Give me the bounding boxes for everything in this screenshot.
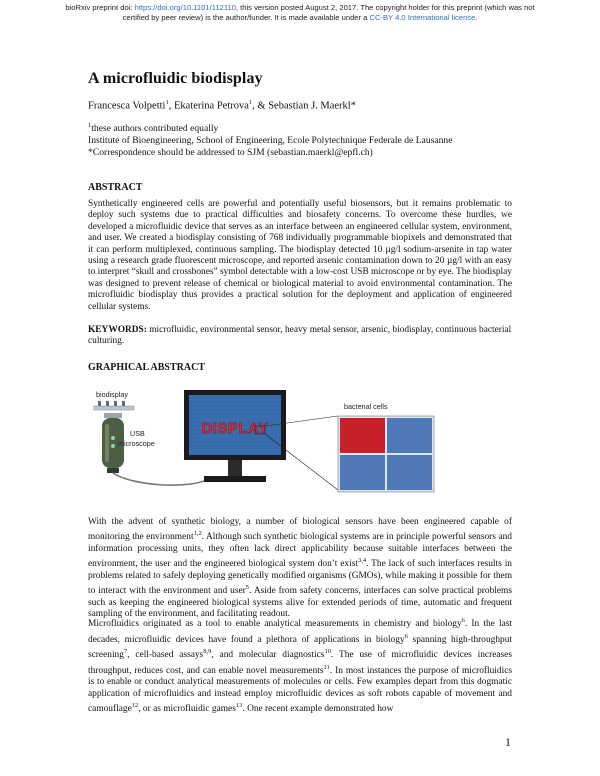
page-number: 1 [505, 735, 511, 749]
doi-link[interactable]: https://doi.org/10.1101/112110 [134, 3, 236, 12]
correspondence: *Correspondence should be addressed to SJM (sebastian.maerkl@epfl.ch) [88, 147, 373, 159]
institute: Institute of Bioengineering, School of Engineering, Ecole Polytechnique Federale de Lausanne [88, 135, 453, 147]
p1-cite-1: 1,2 [193, 530, 202, 538]
p1-text-4: . Aside from safety concerns, interfaces can solve practical problems such as keeping the engineered biological systems alive for extended periods of time, automatic and frequent sampling of the environment, and facilitating readout. [88, 586, 513, 620]
p2-cite-1: 6 [461, 617, 465, 624]
author-3: , & Sebastian J. Maerkl* [252, 100, 356, 112]
label-biodisplay: biodisplay [96, 390, 128, 399]
p2-cite-6: 11 [323, 663, 330, 671]
graphical-abstract-heading: GRAPHICAL ABSTRACT [88, 362, 205, 373]
author-1-mark: 1 [165, 99, 169, 106]
p2-text-5: , and molecular diagnostics [211, 650, 325, 661]
p1-text-1: With the advent of synthetic biology, a number of biological sensors have been engineered capable of monitoring the environment [88, 517, 512, 543]
equal-contribution-mark: 1 [88, 122, 92, 129]
abstract-text: Synthetically engineered cells are powerful and potentially useful biosensors, but it remains problematic to deploy such systems due to practical difficulties and biosafety concerns. To overcome these hurdles, we developed a microfluidic device that serves as an interface between an engineered cellular system, environment, and user. We created a biodisplay consisting of 768 individually programmable biopixels and demonstrated that it can perform multiplexed, continuous sampling. The biodisplay detected 10 µg/l sodium-arsenite in tap water using a research grade fluorescent microscope, and reported arsenic contamination down to 20 µg/l with an easy to interpret “skull and crossbones” symbol detectable with a low-cost USB microscope or by eye. The biodisplay was designed to prevent release of chemical or biological material to avoid environmental contamination. The microfluidic biodisplay thus provides a practical solution for the deployment and application of engineered cellular systems. [88, 199, 512, 312]
intro-paragraph-2 [88, 615, 512, 715]
biodisplay-chip [94, 401, 134, 410]
p2-cite-2: 6 [404, 632, 408, 640]
usb-cable [113, 473, 210, 485]
p1-cite-2: 3,4 [357, 557, 367, 565]
p2-cite-5: 10 [324, 648, 331, 656]
author-2: , Ekaterina Petrova [168, 100, 249, 112]
preprint-notice [0, 3, 600, 23]
p1-cite-3: 5 [245, 584, 250, 592]
p2-cite-4: 8,9 [203, 648, 212, 656]
graphical-abstract-svg [92, 386, 437, 502]
cell-blue-1 [387, 418, 432, 453]
p2-cite-8: 13 [235, 701, 243, 709]
p2-text-7: . In most instances the purpose of microfluidics is to enable or conduct analytical measurements of molecules or cells. Few examples depart from this dogmatic application of microfluidics and instead employ microfluidic devices as soft robots capable of movement and camouflage [88, 665, 513, 715]
p2-text-6: . The use of microfluidic devices increases throughput, reduces cost, and can enable novel measurements [88, 650, 512, 676]
p2-text-2: . In the last decades, microfluidic devices have found a plethora of applications in biology [88, 619, 512, 645]
display-text: DISPLAY [201, 420, 269, 437]
author-1: Francesca Volpetti [88, 100, 166, 112]
p2-text-8: , or as microfluidic games [138, 704, 236, 715]
p2-cite-3: 7 [123, 648, 128, 656]
label-usb: USB [130, 429, 145, 438]
graphical-abstract-figure [92, 386, 437, 502]
keywords [88, 325, 512, 348]
preprint-line1-suffix: , this version posted August 2, 2017. The copyright holder for this preprint (which was not [235, 3, 535, 12]
p2-text-9: . One recent example demonstrated how [242, 704, 394, 715]
license-link[interactable]: CC-BY 4.0 International license [369, 13, 476, 22]
cell-blue-2 [340, 455, 385, 490]
p1-text-2: . Although such synthetic biological systems are in principle powerful sensors and information processing units, they often lack direct applicability because suitable interfaces between the environment, the user and the engineered biological system don’t exist [88, 532, 512, 570]
equal-contribution-note: these authors contributed equally [91, 123, 219, 135]
p2-text-3: spanning high-throughput screening [88, 634, 512, 661]
p2-text-1: Microfluidics originated as a tool to enable analytical measurements in chemistry and biology [88, 619, 462, 630]
cell-blue-3 [387, 455, 432, 490]
preprint-prefix: bioRxiv preprint doi: [65, 3, 135, 12]
preprint-line2-suffix: . [475, 13, 478, 22]
affiliations [88, 120, 452, 159]
p2-cite-7: 12 [131, 701, 139, 709]
author-list [88, 99, 356, 112]
keywords-label: KEYWORDS: [88, 325, 147, 335]
preprint-line2-prefix: certified by peer review) is the author/funder. It is made available under a [122, 13, 370, 22]
bacterial-cells-grid [338, 416, 434, 492]
p2-text-4: , cell-based assays [127, 650, 204, 661]
p1-text-3: . The lack of such interfaces results in problems related to safely deploying genetically modified organisms (GMOs), while making it possible for them to interact with the environment and user [88, 559, 512, 597]
abstract-heading: ABSTRACT [88, 182, 143, 193]
author-2-mark: 1 [248, 99, 253, 106]
label-microscope: microscope [118, 439, 155, 448]
keywords-list: microfluidic, environmental sensor, heavy metal sensor, arsenic, biodisplay, continuous bacterial culturing. [88, 325, 512, 347]
paper-title: A microfluidic biodisplay [88, 70, 263, 87]
cell-red [340, 418, 385, 453]
label-bacterial-cells: bacterial cells [344, 402, 388, 411]
intro-paragraph-1 [88, 517, 512, 621]
